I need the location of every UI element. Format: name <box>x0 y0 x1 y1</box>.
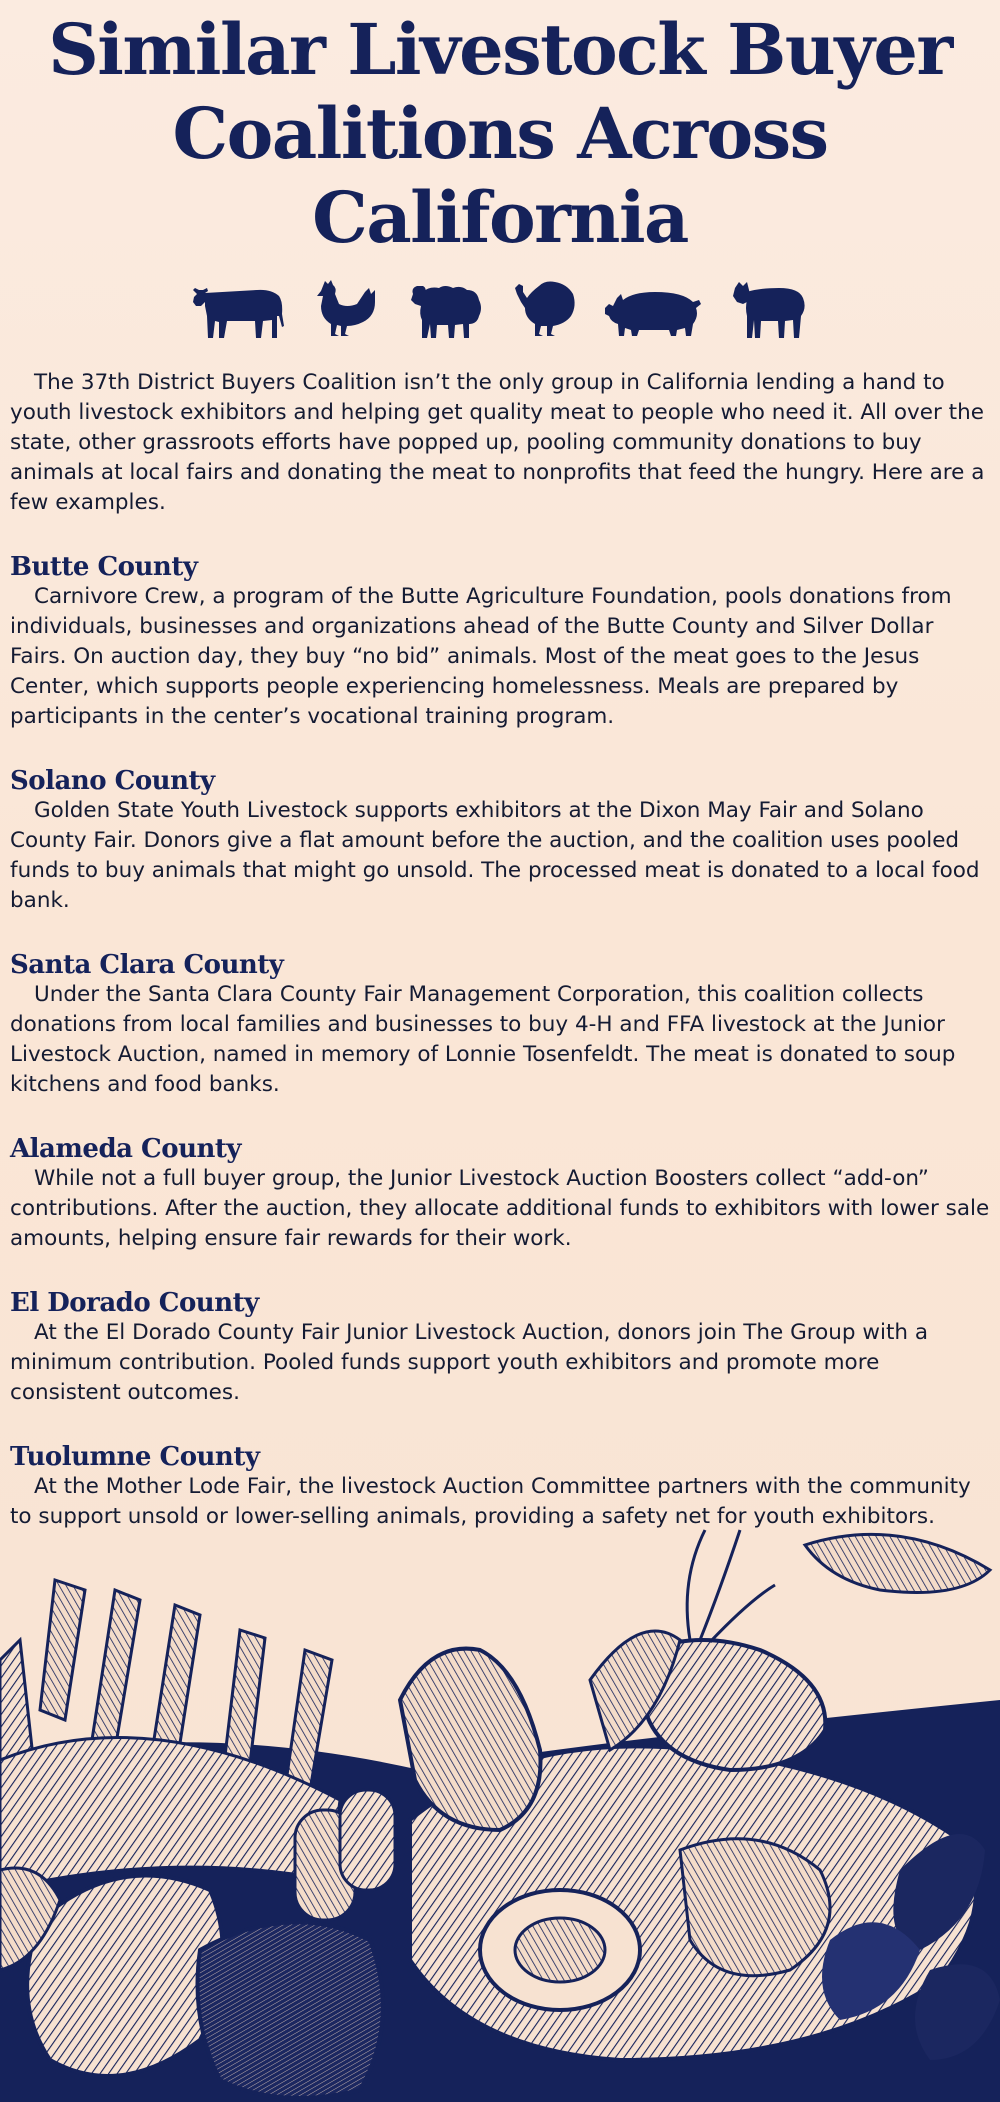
section-heading: Tuolumne County <box>10 1442 260 1472</box>
section-body: Carnivore Crew, a program of the Butte Agriculture Foundation, pools donations from individuals, businesses and organizations ahead of the Butte County and Silver Dollar Fairs. On auction day, they buy “no bid” animals. Most of the meat goes to the Jesus Center, which supports people experiencing homelessness. Meals are prepared by participants in the center’s vocational training program. <box>10 584 952 729</box>
section-heading: Solano County <box>10 766 215 796</box>
section-body: Golden State Youth Livestock supports exhibitors at the Dixon May Fair and Solano County Fair. Donors give a flat amount before the auction, and the coalition uses pooled funds to buy animals that might go unsold. The processed meat is donated to a local food bank. <box>10 798 980 913</box>
section-alameda-county <box>10 1134 990 1254</box>
section-body: While not a full buyer group, the Junior Livestock Auction Boosters collect “add-on” contributions. After the auction, they allocate additional funds to exhibitors with lower sale amounts, helping ensure fair rewards for their work. <box>10 1166 990 1251</box>
page-title <box>0 0 1000 260</box>
intro-paragraph: The 37th District Buyers Coalition isn’t the only group in California lending a hand to youth livestock exhibitors and helping get quality meat to people who need it. All over the state, other grassroots efforts have popped up, pooling community donations to buy animals at local fairs and donating the meat to nonprofits that feed the hungry. Here are a few examples. <box>10 370 985 515</box>
sheep-icon <box>405 280 485 340</box>
turkey-icon <box>511 278 577 340</box>
chicken-icon <box>313 278 379 340</box>
section-solano-county <box>10 766 990 916</box>
onion <box>590 1530 825 1770</box>
pig-icon <box>603 284 703 340</box>
food-illustration <box>0 1520 1000 2102</box>
section-el-dorado-county <box>10 1288 990 1408</box>
title-line-1: Similar Livestock Buyer <box>48 8 952 91</box>
section-tuolumne-county <box>10 1442 990 1532</box>
section-body: At the El Dorado County Fair Junior Livestock Auction, donors join The Group with a minimum contribution. Pooled funds support youth exhibitors and promote more consistent outcomes. <box>10 1320 929 1405</box>
section-heading: Alameda County <box>10 1134 241 1164</box>
section-butte-county <box>10 552 990 732</box>
section-body: Under the Santa Clara County Fair Management Corporation, this coalition collects donations from local families and businesses to buy 4-H and FFA livestock at the Junior Livestock Auction, named in memory of Lonnie Tosenfeldt. The meat is donated to soup kitchens and food banks. <box>10 982 956 1097</box>
article-body <box>0 368 1000 1532</box>
cow-icon <box>191 280 287 340</box>
section-heading: El Dorado County <box>10 1288 259 1318</box>
title-line-2: Coalitions Across California <box>172 92 828 259</box>
section-santa-clara-county <box>10 950 990 1100</box>
section-body: At the Mother Lode Fair, the livestock Auction Committee partners with the community to support unsold or lower-selling animals, providing a safety net for youth exhibitors. <box>10 1474 971 1529</box>
section-heading: Santa Clara County <box>10 950 284 980</box>
rib-rack <box>0 1580 340 1890</box>
section-heading: Butte County <box>10 552 198 582</box>
animal-icon-row <box>0 278 1000 340</box>
goat-icon <box>729 278 809 340</box>
